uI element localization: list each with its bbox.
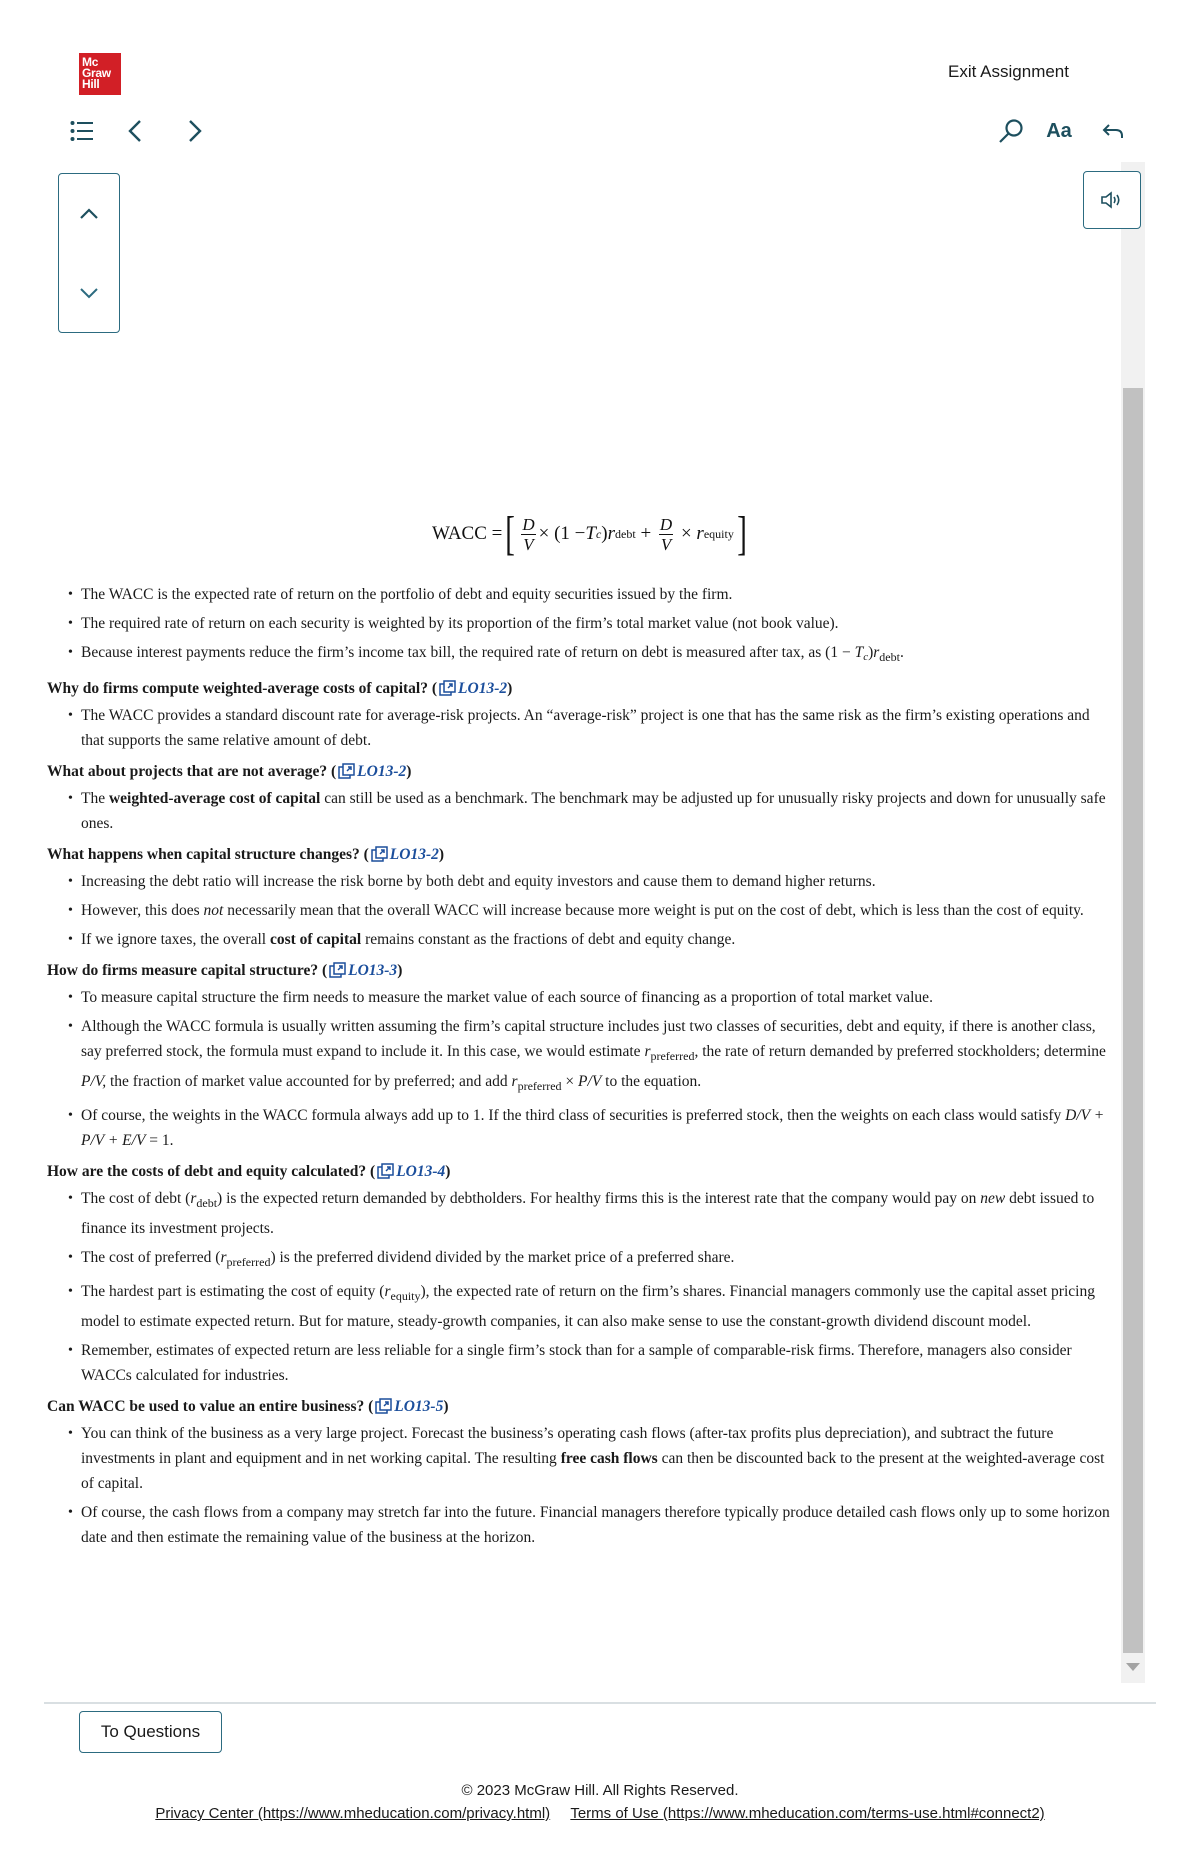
speaker-icon [1100, 190, 1124, 210]
external-link-icon [439, 680, 456, 696]
page-down-button[interactable] [59, 253, 119, 332]
chevron-left-icon[interactable] [120, 116, 150, 146]
formula-fraction-d-v: $\frac{D}{V}$ [522, 514, 535, 554]
list-item: • If we ignore taxes, the overall cost of capital remains constant as the fractions of debt and equity change. [47, 927, 1112, 952]
mcgraw-hill-logo: Mc Graw Hill [79, 53, 121, 95]
read-aloud-button[interactable] [1083, 171, 1141, 229]
learning-objective-link[interactable]: LO13-4 [396, 1163, 446, 1180]
footer-divider [44, 1702, 1156, 1704]
list-item: • Of course, the weights in the WACC formula always add up to 1. If the third class of securities is preferred stock, then the weights on each class would satisfy D/V + P/V + E/V = 1. [47, 1103, 1112, 1153]
learning-objective-link[interactable]: LO13-3 [348, 962, 398, 979]
to-questions-button[interactable]: To Questions [79, 1711, 222, 1753]
learning-objective-link[interactable]: LO13-2 [458, 680, 508, 697]
wacc-formula: WACC = [ $\frac{D}{V}$ × (1 − T c ) r debt + $\frac{D}{V}$ × r equity ] [432, 507, 747, 560]
search-icon[interactable] [996, 116, 1026, 146]
list-item: • Although the WACC formula is usually written assuming the firm’s capital structure includes just two classes of securities, debt and equity, if there is another class, say preferred stock, the formula must expand to include it. In this case, we would estimate $r_{preferred}$, the rate of return demanded by preferred stockholders; determine P/V, the fraction of market value accounted for by preferred; and add $r_{preferred} \times P/V$ to the equation. [47, 1014, 1112, 1099]
section-question: What about projects that are not average? ( LO13-2) [47, 763, 412, 780]
formula-fraction-d-v-2: $\frac{D}{V}$ [659, 514, 673, 554]
section-question: Can WACC be used to value an entire business? ( LO13-5) [47, 1398, 449, 1415]
external-link-icon [329, 962, 346, 978]
external-link-icon [375, 1398, 392, 1414]
list-item: • Because interest payments reduce the firm’s income tax bill, the required rate of return on debt is measured after tax, as $(1 - Tc)r_{debt}$. [47, 640, 1112, 670]
reading-content [47, 580, 1112, 1554]
copyright-text: © 2023 McGraw Hill. All Rights Reserved. [461, 1782, 739, 1799]
section-question: What happens when capital structure changes? ( LO13-2) [47, 846, 445, 863]
external-link-icon [371, 846, 388, 862]
page-navigation [58, 173, 120, 333]
privacy-center-link[interactable]: Privacy Center (https://www.mheducation.com/privacy.html) [155, 1805, 551, 1822]
list-item: • Increasing the debt ratio will increase the risk borne by both debt and equity investors and cause them to demand higher returns. [47, 869, 1112, 894]
list-item: • The cost of preferred $(r_{preferred})$ is the preferred dividend divided by the market price of a preferred share. [47, 1245, 1112, 1275]
list-item: • The weighted-average cost of capital can still be used as a benchmark. The benchmark may be adjusted up for unusually risky projects and down for unusually safe ones. [47, 786, 1112, 836]
list-item: • To measure capital structure the firm needs to measure the market value of each source of financing as a proportion of total market value. [47, 985, 1112, 1010]
section-question: How do firms measure capital structure? ( LO13-3) [47, 962, 403, 979]
exit-assignment-link[interactable]: Exit Assignment [948, 62, 1069, 81]
external-link-icon [338, 763, 355, 779]
list-item: • The cost of debt $(r_{debt})$ is the expected return demanded by debtholders. For healthy firms this is the interest rate that the company would pay on new debt issued to finance its investment projects. [47, 1186, 1112, 1241]
font-size-icon[interactable]: Aa [1046, 119, 1072, 142]
learning-objective-link[interactable]: LO13-2 [389, 846, 439, 863]
section-question: Why do firms compute weighted-average costs of capital? ( LO13-2) [47, 680, 513, 697]
list-item: • The WACC is the expected rate of return on the portfolio of debt and equity securities issued by the firm. [47, 582, 1112, 607]
learning-objective-link[interactable]: LO13-5 [394, 1398, 444, 1415]
formula-lhs: WACC = [432, 523, 503, 544]
list-item: • The hardest part is estimating the cost of equity $(r_{equity})$, the expected rate of return on the firm’s shares. Financial managers commonly use the capital asset pricing model to estimate expected return. But for mature, steady-growth companies, it can also make sense to use the constant-growth dividend discount model. [47, 1279, 1112, 1334]
chevron-right-icon[interactable] [180, 116, 210, 146]
list-item: • Remember, estimates of expected return are less reliable for a single firm’s stock than for a sample of comparable-risk firms. Therefore, managers also consider WACCs calculated for industries. [47, 1338, 1112, 1388]
chevron-up-icon [79, 208, 99, 220]
footer-links [0, 1805, 1200, 1822]
list-item: • You can think of the business as a very large project. Forecast the business’s operating cash flows (after-tax profits plus depreciation), and subtract the future investments in plant and equipment and in net working capital. The resulting free cash flows can then be discounted back to the present at the weighted-average cost of capital. [47, 1421, 1112, 1496]
scrollbar-thumb[interactable] [1123, 388, 1143, 1653]
table-of-contents-icon[interactable] [67, 116, 97, 146]
terms-of-use-link[interactable]: Terms of Use (https://www.mheducation.com/terms-use.html#connect2) [570, 1805, 1045, 1822]
page-up-button[interactable] [59, 174, 119, 253]
scroll-down-arrow[interactable] [1126, 1663, 1140, 1671]
external-link-icon [377, 1163, 394, 1179]
list-item: • Of course, the cash flows from a company may stretch far into the future. Financial managers therefore typically produce detailed cash flows only up to some horizon date and then estimate the remaining value of the business at the horizon. [47, 1500, 1112, 1550]
list-item: • The WACC provides a standard discount rate for average-risk projects. An “average-risk” project is one that has the same risk as the firm’s existing operations and that supports the same relative amount of debt. [47, 703, 1112, 753]
list-item: • However, this does not necessarily mean that the overall WACC will increase because more weight is put on the cost of debt, which is less than the cost of equity. [47, 898, 1112, 923]
back-arrow-icon[interactable] [1098, 116, 1128, 146]
learning-objective-link[interactable]: LO13-2 [357, 763, 407, 780]
section-question: How are the costs of debt and equity calculated? ( LO13-4) [47, 1163, 451, 1180]
list-item: • The required rate of return on each security is weighted by its proportion of the firm’s total market value (not book value). [47, 611, 1112, 636]
chevron-down-icon [79, 287, 99, 299]
intro-bullets [47, 582, 1112, 670]
